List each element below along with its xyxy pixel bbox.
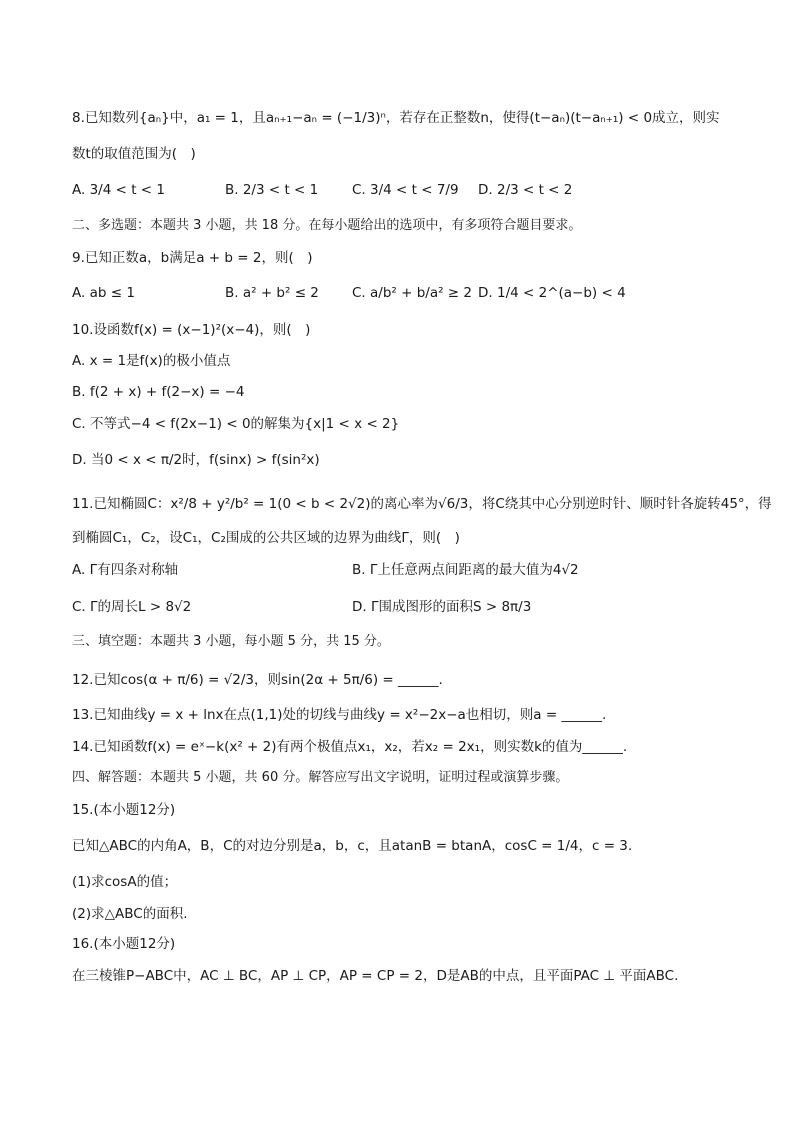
q8-line2: 数t的取值范围为( ) (72, 146, 196, 162)
q8-option-d: D. 2/3 < t < 2 (478, 182, 573, 198)
q15-heading: 15.(本小题12分) (72, 802, 176, 818)
q11-line1: 11.已知椭圆C：x²/8 + y²/b² = 1(0 < b < 2√2)的离心率为√6/3，将C绕其中心分别逆时针、顺时针各旋转45°，得 (72, 496, 772, 512)
q11-line2: 到椭圆C₁，C₂，设C₁，C₂围成的公共区域的边界为曲线Γ，则( ) (72, 530, 460, 546)
question-14: 14.已知函数f(x) = eˣ−k(x² + 2)有两个极值点x₁，x₂，若x₂ = 2x₁，则实数k的值为______. (72, 739, 628, 755)
q16-heading: 16.(本小题12分) (72, 936, 176, 952)
q9-option-d: D. 1/4 < 2^(a−b) < 4 (478, 285, 626, 301)
q9-option-a: A. ab ≤ 1 (72, 285, 135, 301)
question-12: 12.已知cos(α + π/6) = √2/3，则sin(2α + 5π/6) = ______. (72, 672, 443, 688)
q11-option-d: D. Γ围成图形的面积S > 8π/3 (352, 599, 532, 615)
section-multiple-choice-heading: 二、多选题：本题共 3 小题，共 18 分。在每小题给出的选项中，有多项符合题目要求。 (72, 218, 582, 233)
q11-option-b: B. Γ上任意两点间距离的最大值为4√2 (352, 562, 579, 578)
q10-option-a: A. x = 1是f(x)的极小值点 (72, 353, 231, 369)
q15-stem: 已知△ABC的内角A，B，C的对边分别是a，b，c，且atanB = btanA，cosC = 1/4，c = 3. (72, 838, 633, 854)
section-fill-in-heading: 三、填空题：本题共 3 小题，每小题 5 分，共 15 分。 (72, 634, 390, 649)
question-13: 13.已知曲线y = x + lnx在点(1,1)处的切线与曲线y = x²−2x−a也相切，则a = ______. (72, 707, 607, 723)
q8-line1: 8.已知数列{aₙ}中，a₁ = 1，且aₙ₊₁−aₙ = (−1/3)ⁿ，若存在正整数n，使得(t−aₙ)(t−aₙ₊₁) < 0成立，则实 (72, 110, 720, 126)
q10-stem: 10.设函数f(x) = (x−1)²(x−4)，则( ) (72, 322, 311, 338)
q11-option-a: A. Γ有四条对称轴 (72, 562, 179, 578)
section-solution-heading: 四、解答题：本题共 5 小题，共 60 分。解答应写出文字说明，证明过程或演算步骤。 (72, 770, 569, 785)
q10-option-b: B. f(2 + x) + f(2−x) = −4 (72, 384, 245, 400)
q16-stem: 在三棱锥P−ABC中，AC ⊥ BC，AP ⊥ CP，AP = CP = 2，D是AB的中点，且平面PAC ⊥ 平面ABC. (72, 968, 679, 984)
q11-option-c: C. Γ的周长L > 8√2 (72, 599, 192, 615)
q9-option-c: C. a/b² + b/a² ≥ 2 (352, 285, 472, 301)
q15-part2: (2)求△ABC的面积. (72, 906, 188, 922)
q15-part1: (1)求cosA的值； (72, 874, 178, 890)
q9-stem: 9.已知正数a，b满足a + b = 2，则( ) (72, 250, 313, 266)
q8-option-c: C. 3/4 < t < 7/9 (352, 182, 459, 198)
q8-option-b: B. 2/3 < t < 1 (225, 182, 319, 198)
q10-option-d: D. 当0 < x < π/2时，f(sinx) > f(sin²x) (72, 452, 320, 468)
q8-option-a: A. 3/4 < t < 1 (72, 182, 165, 198)
q9-option-b: B. a² + b² ≤ 2 (225, 285, 319, 301)
q10-option-c: C. 不等式−4 < f(2x−1) < 0的解集为{x|1 < x < 2} (72, 416, 400, 432)
